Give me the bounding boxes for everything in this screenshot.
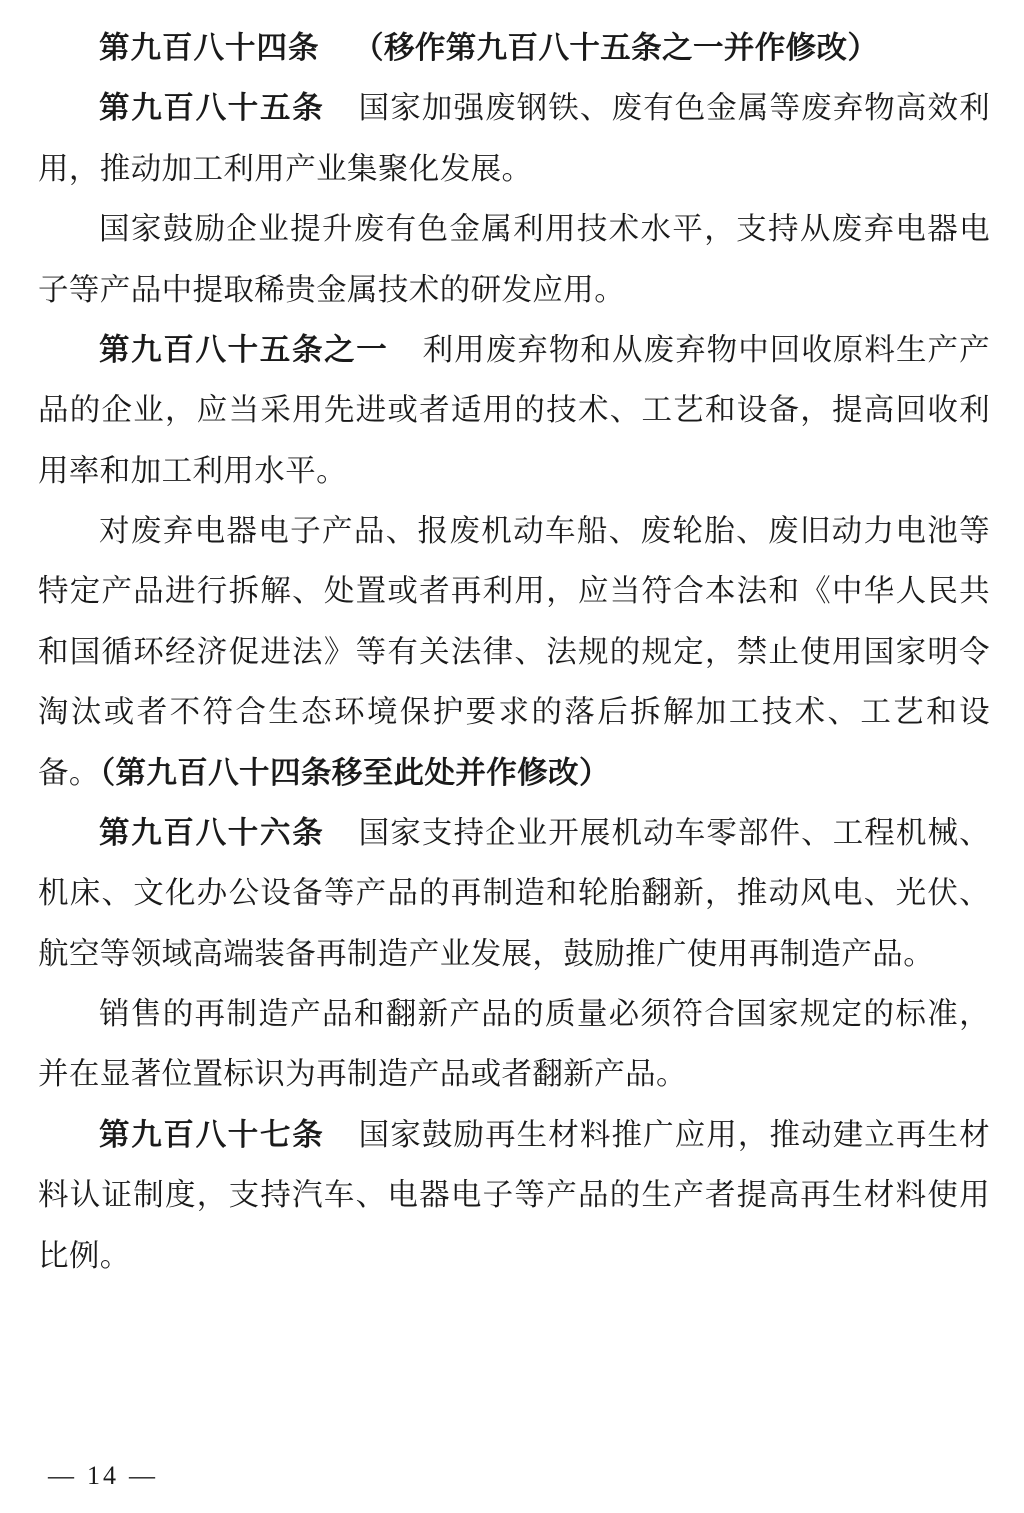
page-number-value: 14	[87, 1461, 119, 1490]
paragraph-article-985-1-p2	[38, 501, 990, 803]
paragraph-article-985-p2	[38, 199, 990, 320]
article-heading: 第九百八十四条	[99, 31, 320, 65]
article-note: （移作第九百八十五条之一并作修改）	[353, 31, 879, 65]
article-text: 国家鼓励企业提升废有色金属利用技术水平，支持从废弃电器电子等产品中提取稀贵金属技术的研发应用。	[38, 212, 990, 307]
article-heading: 第九百八十六条	[99, 815, 325, 850]
article-text: 销售的再制造产品和翻新产品的质量必须符合国家规定的标准，并在显著位置标识为再制造产品或者翻新产品。	[38, 997, 990, 1092]
page-number	[38, 1461, 168, 1491]
page-number-dash-right: —	[129, 1461, 158, 1490]
article-note: （第九百八十四条移至此处并作修改）	[99, 755, 610, 790]
paragraph-article-984	[38, 18, 990, 78]
paragraph-article-985-1	[38, 320, 990, 501]
paragraph-article-986-p2	[38, 984, 990, 1105]
article-text: 对废弃电器电子产品、报废机动车船、废轮胎、废旧动力电池等特定产品进行拆解、处置或者再利用，应当符合本法和《中华人民共和国循环经济促进法》等有关法律、法规的规定，禁止使用国家明令淘汰或者不符合生态环境保护要求的落后拆解加工技术、工艺和设备。	[38, 514, 990, 790]
document-body	[38, 18, 990, 1286]
article-heading: 第九百八十七条	[99, 1117, 325, 1152]
paragraph-article-987	[38, 1105, 990, 1286]
paragraph-article-985	[38, 78, 990, 199]
article-heading: 第九百八十五条之一	[99, 332, 389, 367]
page-number-dash-left: —	[48, 1461, 77, 1490]
article-text: 国家支持企业开展机动车零部件、工程机械、机床、文化办公设备等产品的再制造和轮胎翻新，推动风电、光伏、航空等领域高端装备再制造产业发展，鼓励推广使用再制造产品。	[38, 815, 991, 971]
article-heading: 第九百八十五条	[99, 91, 325, 126]
article-text: 利用废弃物和从废弃物中回收原料生产产品的企业，应当采用先进或者适用的技术、工艺和设备，提高回收利用率和加工利用水平。	[38, 332, 991, 488]
article-text: 国家鼓励再生材料推广应用，推动建立再生材料认证制度，支持汽车、电器电子等产品的生产者提高再生材料使用比例。	[38, 1117, 991, 1273]
paragraph-article-986	[38, 803, 990, 984]
article-text: 国家加强废钢铁、废有色金属等废弃物高效利用，推动加工利用产业集聚化发展。	[38, 91, 991, 186]
